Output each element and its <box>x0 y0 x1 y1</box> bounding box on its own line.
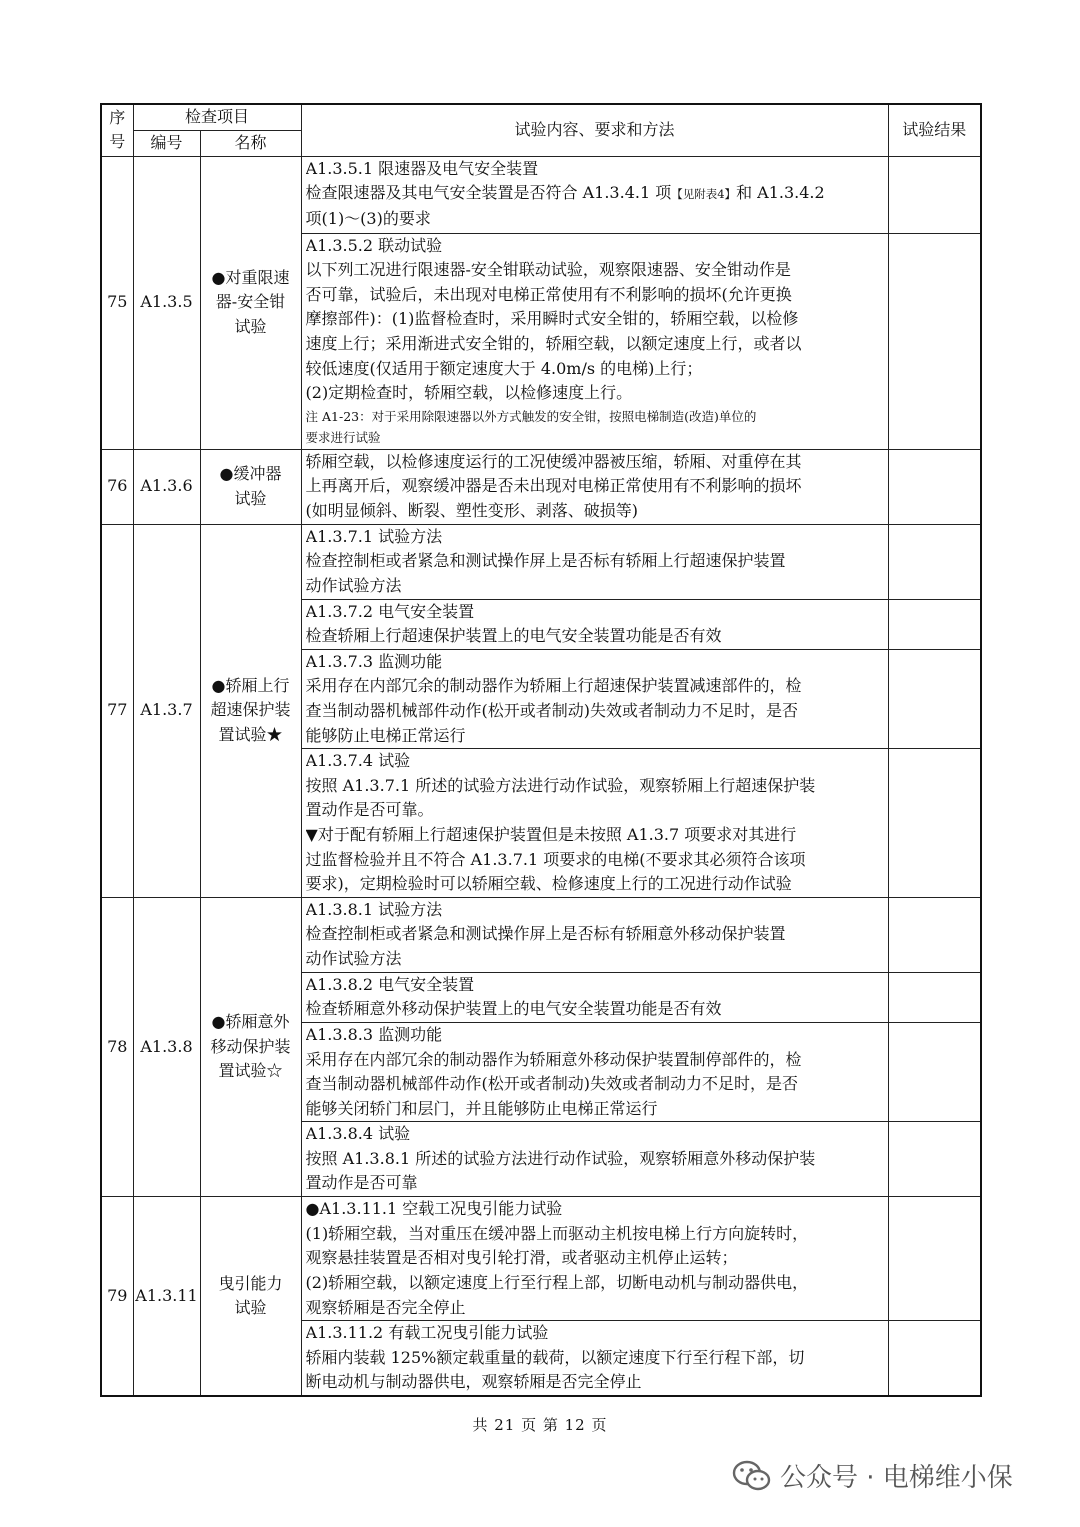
row-seq: 79 <box>101 1197 133 1396</box>
content-line: (1)轿厢空载，当对重压在缓冲器上而驱动主机按电梯上行方向旋转时， <box>305 1223 809 1243</box>
row-name-line: ●对重限速 <box>211 267 290 287</box>
test-result-cell[interactable] <box>888 972 981 1022</box>
test-content <box>301 649 888 748</box>
content-line: 按照 A1.3.8.1 所述的试验方法进行动作试验，观察轿厢意外移动保护装 <box>305 1148 816 1168</box>
row-seq: 76 <box>101 449 133 524</box>
test-result-cell[interactable] <box>888 649 981 748</box>
content-line: 否可靠，试验后，未出现对电梯正常使用有不利影响的损坏(允许更换 <box>305 284 792 304</box>
content-line: 轿厢内装载 125%额定载重量的载荷，以额定速度下行至行程下部，切 <box>305 1347 805 1367</box>
test-result-cell[interactable] <box>888 233 981 449</box>
content-line: 查当制动器机械部件动作(松开或者制动)失效或者制动力不足时，是否 <box>305 700 799 720</box>
content-line: A1.3.7.2 电气安全装置 <box>305 601 475 621</box>
row-seq: 75 <box>101 156 133 449</box>
name-header: 名称 <box>200 130 301 156</box>
test-result-cell[interactable] <box>888 524 981 599</box>
note-line: 注 A1-23：对于采用除限速器以外方式触发的安全钳，按照电梯制造(改造)单位的 <box>305 408 757 424</box>
result-header: 试验结果 <box>888 104 981 156</box>
table-row <box>101 449 981 524</box>
row-name-line: 置试验★ <box>218 724 283 744</box>
content-line: ▼对于配有轿厢上行超速保护装置但是未按照 A1.3.7 项要求对其进行 <box>305 824 797 844</box>
row-name-line: 超速保护装 <box>210 700 291 720</box>
content-line: 检查控制柜或者紧急和测试操作屏上是否标有轿厢意外移动保护装置 <box>305 924 786 944</box>
table-row <box>101 524 981 599</box>
watermark-text: 公众号 · 电梯维小保 <box>780 1463 1013 1493</box>
content-line: 采用存在内部冗余的制动器作为轿厢上行超速保护装置减速部件的，检 <box>305 676 802 696</box>
content-line: (2)定期检查时，轿厢空载，以检修速度上行。 <box>305 383 633 403</box>
content-line: 置动作是否可靠。 <box>305 800 434 820</box>
content-text: 检查限速器及其电气安全装置是否符合 A1.3.4.1 项 <box>305 183 672 203</box>
content-line: 能够关闭轿门和层门，并且能够防止电梯正常运行 <box>305 1098 658 1118</box>
content-line: A1.3.7.4 试验 <box>305 751 411 771</box>
content-line: 能够防止电梯正常运行 <box>305 725 466 745</box>
content-line: 要求)，定期检验时可以轿厢空载、检修速度上行的工况进行动作试验 <box>305 874 792 894</box>
content-line: A1.3.8.2 电气安全装置 <box>305 974 475 994</box>
page-footer: 共 21 页 第 12 页 <box>472 1416 608 1434</box>
row-code: A1.3.6 <box>133 449 200 524</box>
row-name-line: 置试验☆ <box>218 1061 283 1081</box>
content-line: 轿厢空载，以检修速度运行的工况使缓冲器被压缩，轿厢、对重停在其 <box>305 451 802 471</box>
row-name <box>200 524 301 897</box>
test-content <box>301 749 888 898</box>
content-line: 以下列工况进行限速器-安全钳联动试验，观察限速器、安全钳动作是 <box>305 260 791 280</box>
content-line: A1.3.7.3 监测功能 <box>305 651 443 671</box>
row-name-line: ●轿厢上行 <box>211 675 290 695</box>
content-line: 检查控制柜或者紧急和测试操作屏上是否标有轿厢上行超速保护装置 <box>305 551 786 571</box>
content-line: 摩擦部件)：(1)监督检查时，采用瞬时式安全钳的，轿厢空载，以检修 <box>305 309 799 329</box>
content-line: 上再离开后，观察缓冲器是否未出现对电梯正常使用有不利影响的损坏 <box>305 476 802 496</box>
test-content <box>301 156 888 233</box>
test-content <box>301 524 888 599</box>
test-content <box>301 972 888 1022</box>
watermark <box>732 1457 1013 1494</box>
row-name-line: 试验 <box>234 488 267 508</box>
content-line: 动作试验方法 <box>305 948 402 968</box>
row-name-line: ●缓冲器 <box>219 464 282 483</box>
row-name-line: 曳引能力 <box>218 1273 283 1293</box>
row-name <box>200 156 301 449</box>
content-line: 置动作是否可靠 <box>305 1173 418 1193</box>
wechat-icon <box>732 1459 772 1493</box>
row-name <box>200 449 301 524</box>
check-item-header: 检查项目 <box>133 104 301 130</box>
test-content <box>301 599 888 649</box>
test-content <box>301 449 888 524</box>
content-line: 按照 A1.3.7.1 所述的试验方法进行动作试验，观察轿厢上行超速保护装 <box>305 775 816 795</box>
content-line: (如明显倾斜、断裂、塑性变形、剥落、破损等) <box>305 500 639 520</box>
test-result-cell[interactable] <box>888 1321 981 1396</box>
table-row <box>101 1197 981 1321</box>
test-result-cell[interactable] <box>888 1197 981 1321</box>
row-seq: 77 <box>101 524 133 897</box>
row-code: A1.3.7 <box>133 524 200 897</box>
table-row <box>101 897 981 972</box>
test-result-cell[interactable] <box>888 449 981 524</box>
content-line: 查当制动器机械部件动作(松开或者制动)失效或者制动力不足时，是否 <box>305 1074 799 1094</box>
test-content <box>301 1197 888 1321</box>
test-content <box>301 1022 888 1121</box>
content-line: A1.3.5.2 联动试验 <box>305 235 443 255</box>
row-code: A1.3.11 <box>133 1197 200 1396</box>
test-result-cell[interactable] <box>888 1122 981 1197</box>
test-content <box>301 897 888 972</box>
row-seq: 78 <box>101 897 133 1197</box>
test-content <box>301 1321 888 1396</box>
table-row <box>101 156 981 233</box>
content-line: ●A1.3.11.1 空载工况曳引能力试验 <box>305 1199 563 1219</box>
row-name-line: 试验 <box>234 1298 267 1318</box>
test-result-cell[interactable] <box>888 156 981 233</box>
appendix-ref: 【见附表4】 <box>671 187 737 202</box>
row-name-line: ●轿厢意外 <box>211 1012 290 1032</box>
content-line: A1.3.8.4 试验 <box>305 1124 411 1144</box>
code-header: 编号 <box>133 130 200 156</box>
content-line: 检查轿厢上行超速保护装置上的电气安全装置功能是否有效 <box>305 626 722 646</box>
content-line: 检查轿厢意外移动保护装置上的电气安全装置功能是否有效 <box>305 999 722 1019</box>
test-result-cell[interactable] <box>888 1022 981 1121</box>
content-text: 和 A1.3.4.2 <box>736 183 825 203</box>
content-line: 项(1)～(3)的要求 <box>305 208 431 228</box>
content-line <box>306 181 886 207</box>
test-content <box>301 233 888 449</box>
row-name-line: 移动保护装 <box>210 1036 291 1056</box>
content-header: 试验内容、要求和方法 <box>301 104 888 156</box>
content-line: A1.3.7.1 试验方法 <box>305 526 443 546</box>
content-line: 动作试验方法 <box>305 575 402 595</box>
row-name-line: 试验 <box>234 316 267 336</box>
content-line: 观察悬挂装置是否相对曳引轮打滑，或者驱动主机停止运转； <box>305 1248 738 1268</box>
test-result-cell[interactable] <box>888 897 981 972</box>
content-line: 采用存在内部冗余的制动器作为轿厢意外移动保护装置制停部件的，检 <box>305 1049 802 1069</box>
content-line: 断电动机与制动器供电，观察轿厢是否完全停止 <box>305 1372 642 1392</box>
content-line: A1.3.8.3 监测功能 <box>305 1024 443 1044</box>
test-content <box>301 1122 888 1197</box>
row-name <box>200 897 301 1197</box>
row-code: A1.3.8 <box>133 897 200 1197</box>
test-result-cell[interactable] <box>888 749 981 898</box>
content-line: A1.3.11.2 有载工况曳引能力试验 <box>305 1323 549 1343</box>
content-line: 观察轿厢是否完全停止 <box>305 1297 466 1317</box>
content-line: 过监督检验并且不符合 A1.3.7.1 项要求的电梯(不要求其必须符合该项 <box>305 849 806 869</box>
row-name-line: 器-安全钳 <box>215 292 286 312</box>
content-line: A1.3.8.1 试验方法 <box>305 899 443 919</box>
seq-header: 序 号 <box>101 104 133 156</box>
test-result-cell[interactable] <box>888 599 981 649</box>
row-name <box>200 1197 301 1396</box>
row-code: A1.3.5 <box>133 156 200 449</box>
inspection-table <box>100 103 982 1397</box>
content-line: 速度上行；采用渐进式安全钳的，轿厢空载，以额定速度上行，或者以 <box>305 333 802 353</box>
content-line: 较低速度(仅适用于额定速度大于 4.0m/s 的电梯)上行； <box>305 358 703 378</box>
content-line: A1.3.5.1 限速器及电气安全装置 <box>305 158 539 178</box>
content-line: (2)轿厢空载，以额定速度上行至行程上部，切断电动机与制动器供电， <box>305 1273 809 1293</box>
note-line: 要求进行试验 <box>305 429 381 445</box>
